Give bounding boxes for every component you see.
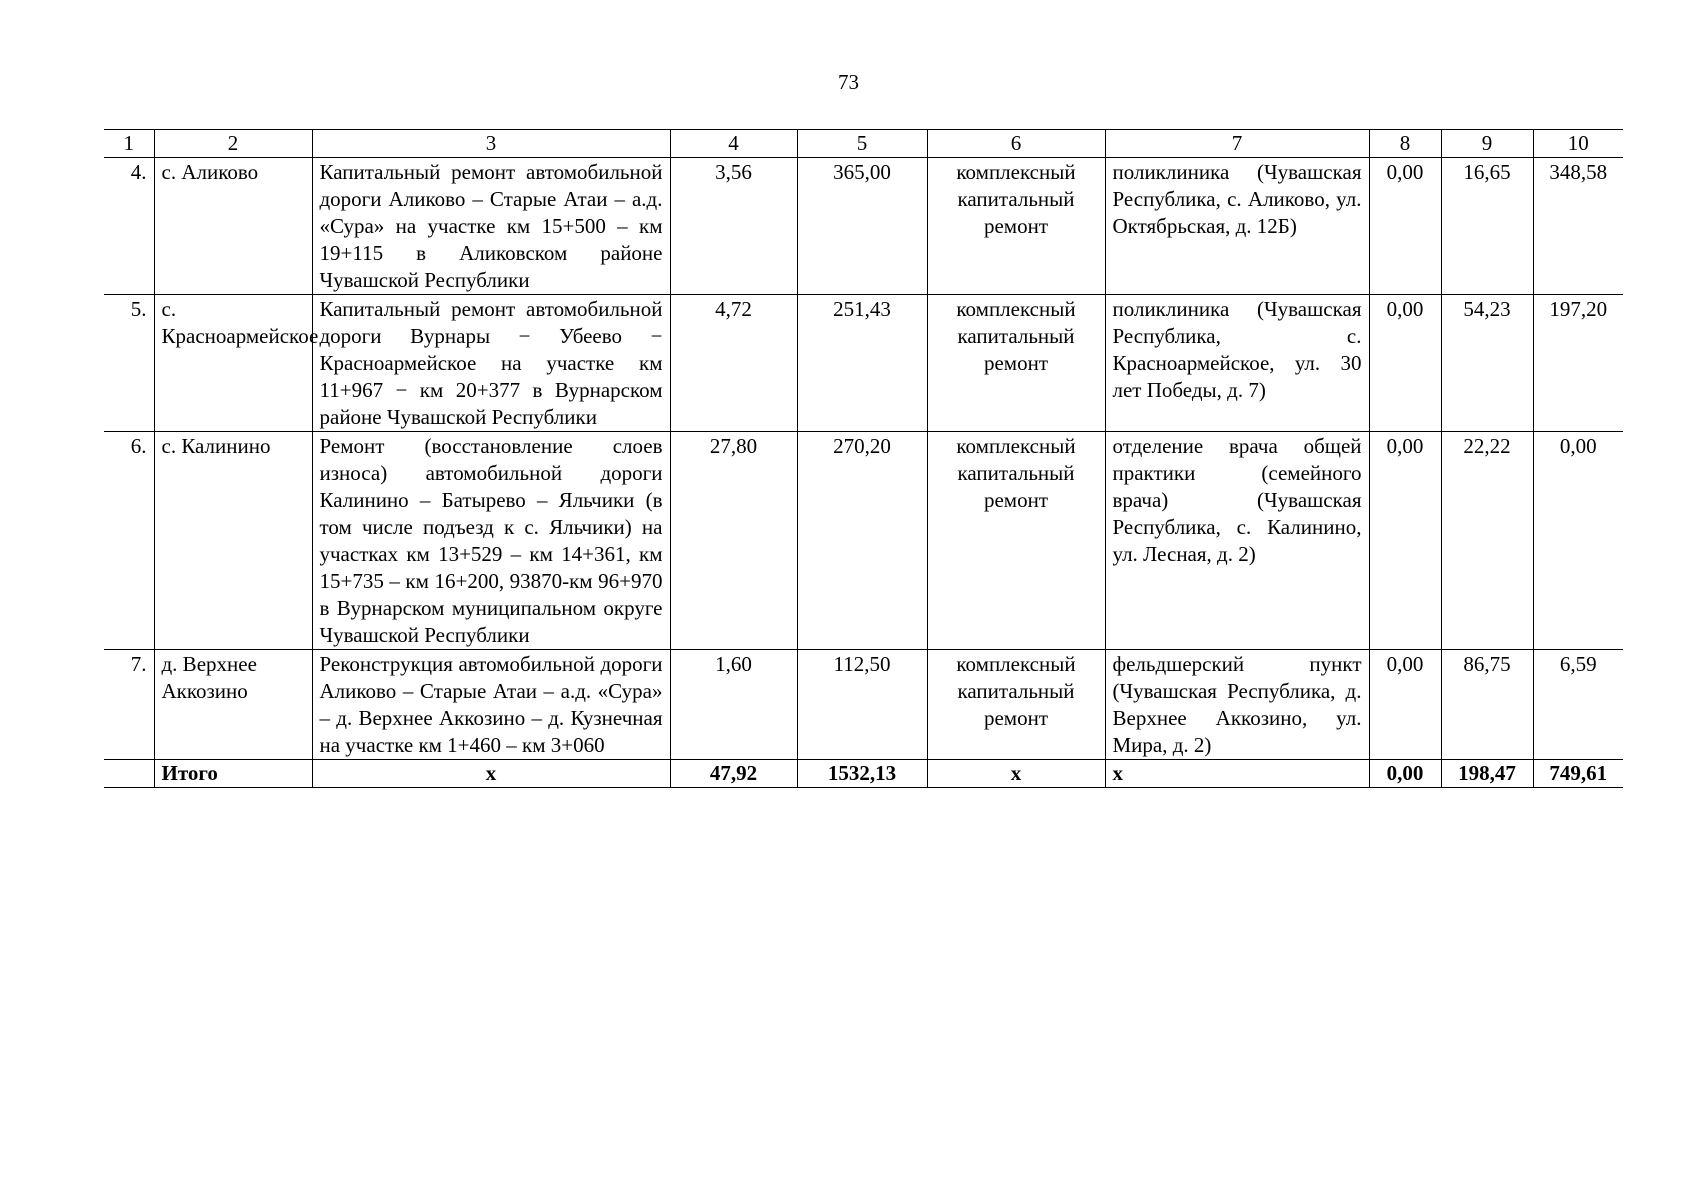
value-col-10: 6,59 <box>1533 650 1623 760</box>
total-label: Итого <box>154 760 312 788</box>
value-col-8: 0,00 <box>1369 295 1441 432</box>
work-description: Реконструкция автомобильной дороги Аликово – Старые Атаи – а.д. «Сура» – д. Верхнее Аккозино – д. Кузнечная на участке км 1+460 – км 3+060 <box>312 650 670 760</box>
facility: отделение врача общей практики (семейного врача) (Чувашская Республика, с. Калинино, ул. Лесная, д. 2) <box>1105 432 1369 650</box>
value-col-5: 112,50 <box>797 650 927 760</box>
value-col-8: 0,00 <box>1369 158 1441 295</box>
value-col-8: 0,00 <box>1369 650 1441 760</box>
column-number-row <box>104 130 1623 158</box>
settlement: с. Калинино <box>154 432 312 650</box>
total-empty-cell <box>104 760 154 788</box>
value-col-9: 16,65 <box>1441 158 1533 295</box>
table-row <box>104 158 1623 295</box>
facility: фельдшерский пункт (Чувашская Республика, д. Верхнее Аккозино, ул. Мира, д. 2) <box>1105 650 1369 760</box>
table-row <box>104 295 1623 432</box>
table-row <box>104 432 1623 650</box>
value-col-10: 197,20 <box>1533 295 1623 432</box>
work-description: Капитальный ремонт автомобильной дороги Аликово – Старые Атаи – а.д. «Сура» на участке км 15+500 – км 19+115 в Аликовском районе Чувашской Республики <box>312 158 670 295</box>
settlement: с. Красноармейское <box>154 295 312 432</box>
col-header-5: 5 <box>797 130 927 158</box>
value-col-10: 0,00 <box>1533 432 1623 650</box>
row-number: 5. <box>104 295 154 432</box>
total-col-9: 198,47 <box>1441 760 1533 788</box>
value-col-9: 54,23 <box>1441 295 1533 432</box>
work-description: Ремонт (восстановление слоев износа) автомобильной дороги Калинино – Батырево – Яльчики (в том числе подъезд к с. Яльчики) на участках км 13+529 – км 14+361, км 15+735 – км 16+200, 93870-км 96+970 в Вурнарском муниципальном округе Чувашской Республики <box>312 432 670 650</box>
total-row <box>104 760 1623 788</box>
work-type: комплексный капитальный ремонт <box>927 295 1105 432</box>
value-col-4: 3,56 <box>670 158 797 295</box>
data-table <box>104 129 1623 788</box>
col-header-6: 6 <box>927 130 1105 158</box>
value-col-9: 22,22 <box>1441 432 1533 650</box>
value-col-8: 0,00 <box>1369 432 1441 650</box>
col-header-3: 3 <box>312 130 670 158</box>
col-header-8: 8 <box>1369 130 1441 158</box>
value-col-4: 4,72 <box>670 295 797 432</box>
col-header-9: 9 <box>1441 130 1533 158</box>
total-col-10: 749,61 <box>1533 760 1623 788</box>
row-number: 4. <box>104 158 154 295</box>
value-col-10: 348,58 <box>1533 158 1623 295</box>
page-number: 73 <box>838 70 859 94</box>
table-row <box>104 650 1623 760</box>
settlement: с. Аликово <box>154 158 312 295</box>
total-col-7: х <box>1105 760 1369 788</box>
work-type: комплексный капитальный ремонт <box>927 158 1105 295</box>
value-col-9: 86,75 <box>1441 650 1533 760</box>
col-header-7: 7 <box>1105 130 1369 158</box>
col-header-1: 1 <box>104 130 154 158</box>
work-type: комплексный капитальный ремонт <box>927 650 1105 760</box>
col-header-4: 4 <box>670 130 797 158</box>
value-col-4: 27,80 <box>670 432 797 650</box>
total-col-8: 0,00 <box>1369 760 1441 788</box>
work-type: комплексный капитальный ремонт <box>927 432 1105 650</box>
value-col-5: 251,43 <box>797 295 927 432</box>
value-col-5: 270,20 <box>797 432 927 650</box>
col-header-2: 2 <box>154 130 312 158</box>
settlement: д. Верхнее Аккозино <box>154 650 312 760</box>
total-col-5: 1532,13 <box>797 760 927 788</box>
facility: поликлиника (Чувашская Республика, с. Красноармейское, ул. 30 лет Победы, д. 7) <box>1105 295 1369 432</box>
facility: поликлиника (Чувашская Республика, с. Аликово, ул. Октябрьская, д. 12Б) <box>1105 158 1369 295</box>
row-number: 7. <box>104 650 154 760</box>
row-number: 6. <box>104 432 154 650</box>
total-col-4: 47,92 <box>670 760 797 788</box>
work-description: Капитальный ремонт автомобильной дороги Вурнары − Убеево − Красноармейское на участке км 11+967 − км 20+377 в Вурнарском районе Чувашской Республики <box>312 295 670 432</box>
value-col-4: 1,60 <box>670 650 797 760</box>
total-col-3: х <box>312 760 670 788</box>
value-col-5: 365,00 <box>797 158 927 295</box>
total-col-6: х <box>927 760 1105 788</box>
col-header-10: 10 <box>1533 130 1623 158</box>
